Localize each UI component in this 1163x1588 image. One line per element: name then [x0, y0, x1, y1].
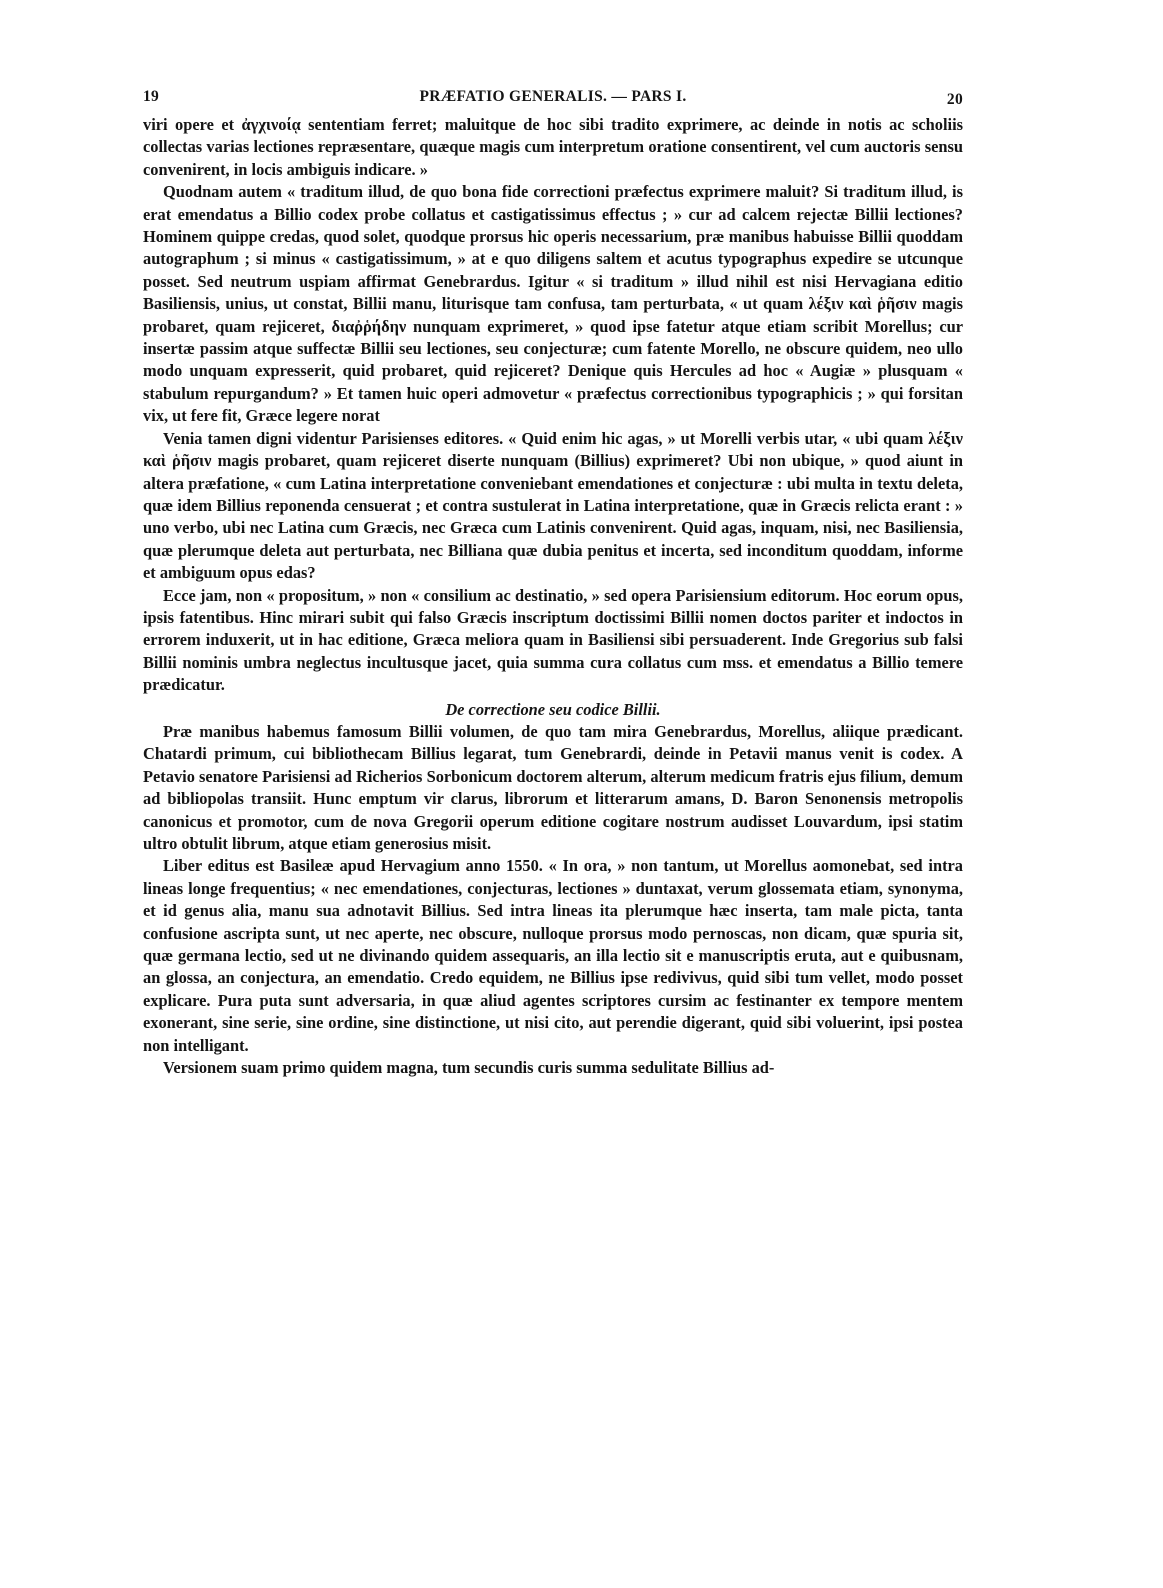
- paragraph: Liber editus est Basileæ apud Hervagium anno 1550. « In ora, » non tantum, ut Morellus aomonebat, sed intra lineas longe frequentius; « nec emendationes, conjecturas, lectiones » duntaxat, verum glossemata etiam, synonyma, et id genus alia, manu sua adnotavit Billius. Sed intra lineas ita plerumque hæc inserta, tam male picta, tanta confusione ascripta sunt, ut nec aperte, nec obscure, nulloque prorsus modo pernoscas, non dicam, quæ spuria sit, quæ germana lectio, sed ut ne divinando quidem assequaris, an illa lectio sit e manuscriptis eruta, aut e quibusnam, an glossa, an conjectura, an emendatio. Credo equidem, ne Billius ipse redivivus, quid sibi tum vellet, modo posset explicare. Pura puta sunt adversaria, in quæ aliud agentes scriptores cursim ac festinanter ex tempore mentem exonerant, sine serie, sine ordine, sine distinctione, ut nisi cito, aut perendie digerant, quid sibi voluerint, ipsi postea non intelligant.: [143, 856, 963, 1055]
- page-number-right: 20: [946, 91, 963, 108]
- running-header: [143, 88, 963, 114]
- page-number-left: 19: [143, 88, 160, 105]
- paragraph: Ecce jam, non « propositum, » non « consilium ac destinatio, » sed opera Parisiensium editorum. Hoc eorum opus, ipsis fatentibus. Hinc mirari subit qui falso Græcis inscriptum doctissimi Billii nomen doctos pariter et indoctos in errorem induxerit, ut in hac editione, Græca meliora quam in Basiliensi sibi persuaderent. Inde Gregorius sub falsi Billii nominis umbra neglectus incultusque jacet, quia summa cura collatus cum mss. et emendatus a Billio temere prædicatur.: [143, 585, 963, 695]
- paragraph: Versionem suam primo quidem magna, tum secundis curis summa sedulitate Billius ad-: [163, 1058, 775, 1078]
- paragraph: viri opere et ἀγχινοίᾳ sententiam ferret; maluitque de hoc sibi tradito exprimere, ac deinde in notis ac scholiis collectas varias lectiones repræsentare, quæque magis cum interpretum oratione consentirent, vel cum auctoris sensu convenirent, in locis ambiguis indicare. »: [143, 115, 963, 179]
- paragraph: Venia tamen digni videntur Parisienses editores. « Quid enim hic agas, » ut Morelli verbis utar, « ubi quam λέξιν καὶ ῥῆσιν magis probaret, quam rejiceret diserte nunquam (Billius) exprimeret? Ubi non ubique, » quod aiunt in altera præfatione, « cum Latina interpretatione conveniebant emendationes et conjecturæ : ubi multa in textu deleta, quæ idem Billius reponenda censuerat ; et contra sustulerat in Latina interpretatione, quæ in Græcis relicta erant : » uno verbo, ubi nec Latina cum Græcis, nec Græca cum Latinis convenirent. Quid agas, inquam, nisi, nec Basiliensia, quæ plerumque deleta aut perturbata, nec Billiana quæ dubia penitus et incerta, sed inconditum quoddam, informe et ambiguum opus edas?: [143, 428, 963, 583]
- paragraph: Quodnam autem « traditum illud, de quo bona fide correctioni præfectus exprimere maluit? Si traditum illud, is erat emendatus a Billio codex probe collatus et castigatissimus effectus ; » cur ad calcem rejectæ Billii lectiones? Hominem quippe credas, quod solet, quodque prorsus hic operis necessarium, præ manibus habuisse Billii quoddam autographum ; si minus « castigatissimum, » at e quo diligens saltem et acutus typographus expedire se utcunque posset. Sed neutrum uspiam affirmat Genebrardus. Igitur « si traditum » illud nihil est nisi Hervagiana editio Basiliensis, unius, ut constat, Billii manu, liturisque tam confusa, tam perturbata, « ut quam λέξιν καὶ ῥῆσιν magis probaret, quam rejiceret, διαῤῥήδην nunquam exprimeret, » quod ipse fatetur atque etiam scribit Morellus; cur insertæ passim atque suffectæ Billii seu lectiones, seu conjecturæ; cum fatente Morello, ne obscure quidem, neo ullo modo unquam expresserit, quid probaret, quid rejiceret? Denique quis Hercules ad hoc « Augiæ » plusquam « stabulum repurgandum? » Et tamen huic operi admovetur « præfectus correctionibus typographicis ; » qui forsitan vix, ut fere fit, Græce legere norat: [143, 182, 963, 426]
- header-title: PRÆFATIO GENERALIS. — PARS I.: [419, 88, 687, 105]
- body-text: [143, 114, 963, 1079]
- section-heading: De correctione seu codice Billii.: [445, 699, 661, 719]
- paragraph: Præ manibus habemus famosum Billii volumen, de quo tam mira Genebrardus, Morellus, aliique prædicant. Chatardi primum, cui bibliothecam Billius legarat, tum Genebrardi, deinde in Petavii manus venit is codex. A Petavio senatore Parisiensi ad Richerios Sorbonicum doctorem alterum, alterum medicum fratris ejus filium, demum ad bibliopolas transiit. Hunc emptum vir clarus, librorum et litterarum amans, D. Baron Senonensis metropolis canonicus et promotor, cum de nova Gregorii operum editione cogitare nostrum audisset Louvardum, ipsi statim ultro obtulit librum, atque etiam generosius misit.: [143, 721, 963, 853]
